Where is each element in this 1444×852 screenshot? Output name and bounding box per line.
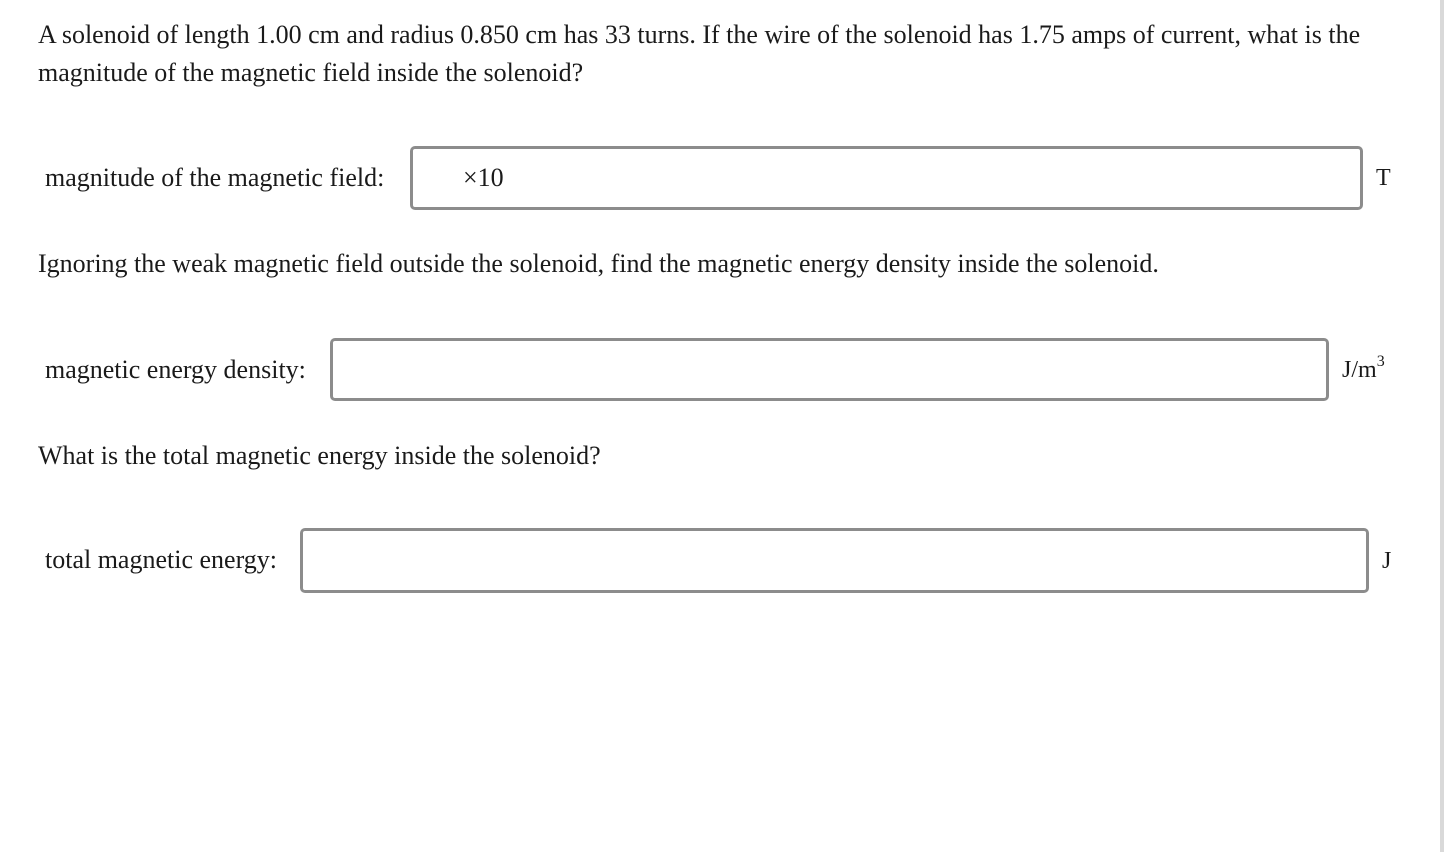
question-2-text: Ignoring the weak magnetic field outside the solenoid, find the magnetic energy density inside the solenoid. (38, 249, 1159, 278)
energy-density-input-box[interactable] (330, 338, 1329, 401)
energy-density-unit-base: J/m (1342, 357, 1377, 383)
magnetic-field-input-box[interactable] (410, 146, 1363, 210)
question-1-text: A solenoid of length 1.00 cm and radius 0.850 cm has 33 turns. If the wire of the solenoid has 1.75 amps of current, what is the magnitude of the magnetic field inside the solenoid? (38, 20, 1361, 87)
magnetic-field-unit: T (1376, 165, 1391, 191)
scrollbar-edge (1440, 0, 1444, 852)
energy-density-unit (1342, 355, 1385, 385)
total-energy-input[interactable] (303, 531, 1366, 590)
energy-density-label: magnetic energy density: (45, 355, 306, 384)
magnetic-field-input[interactable] (413, 149, 1360, 207)
scientific-notation-prefix: ×10 (463, 163, 504, 192)
question-3-text: What is the total magnetic energy inside the solenoid? (38, 441, 601, 470)
magnetic-field-label: magnitude of the magnetic field: (45, 163, 385, 192)
energy-density-input[interactable] (333, 341, 1326, 398)
total-energy-input-box[interactable] (300, 528, 1369, 593)
total-energy-label: total magnetic energy: (45, 545, 277, 574)
total-energy-unit: J (1382, 548, 1392, 574)
energy-density-unit-exponent: 3 (1376, 353, 1385, 370)
